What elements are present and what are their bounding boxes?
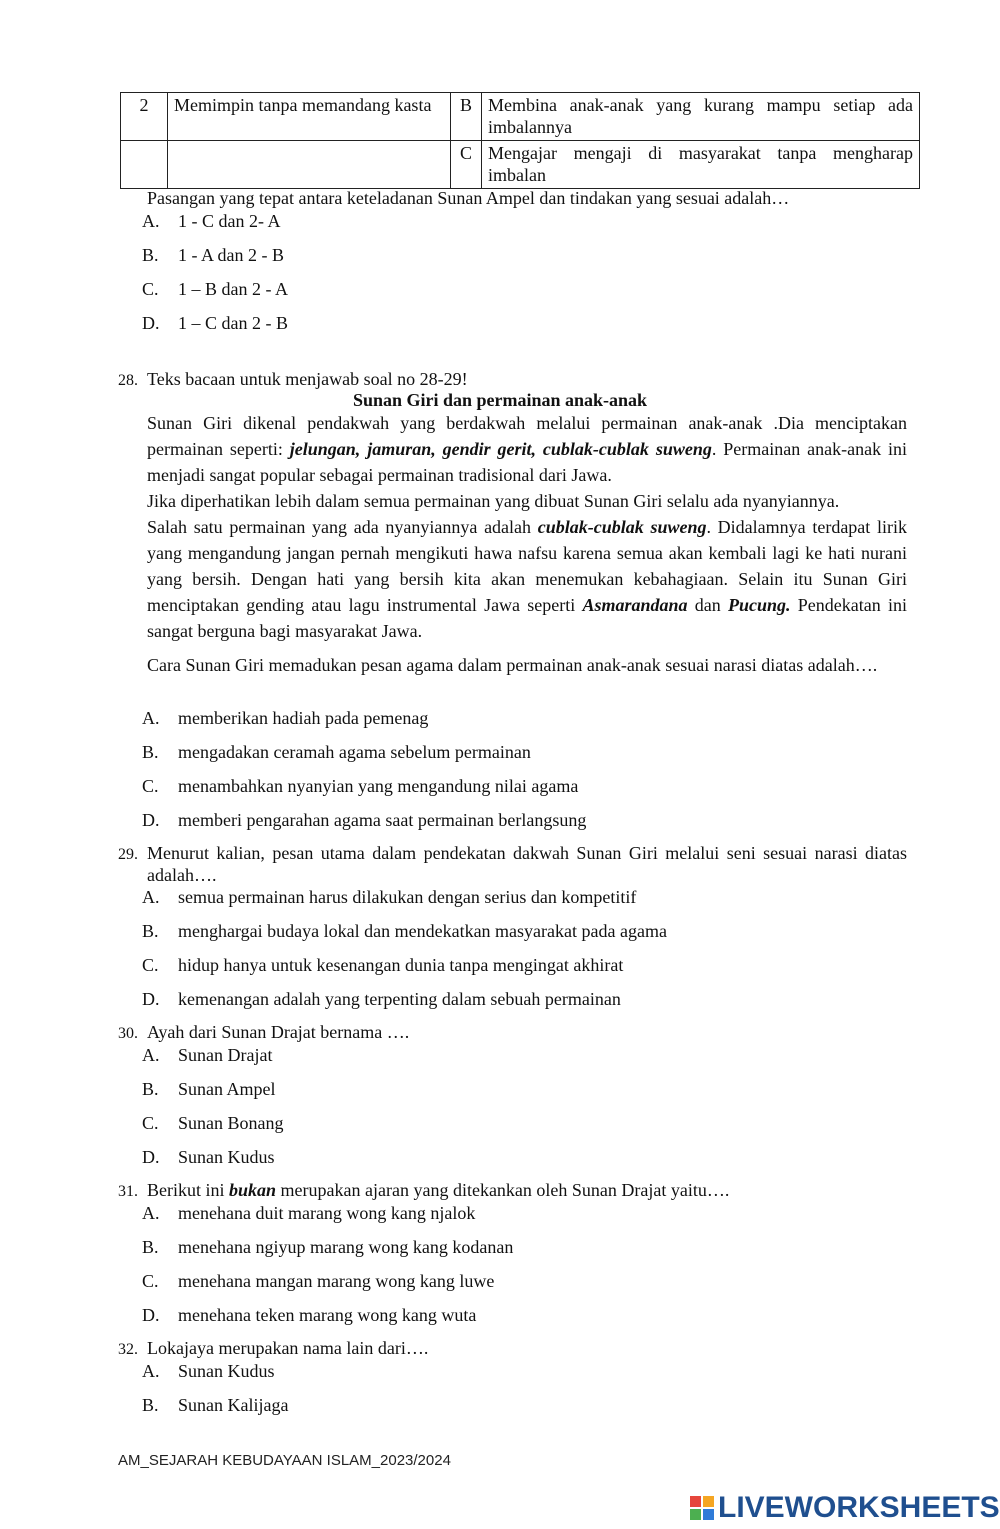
option-d[interactable]	[142, 1146, 275, 1169]
option-c[interactable]	[142, 1270, 494, 1293]
option-letter: A.	[142, 1045, 160, 1065]
option-text: Sunan Bonang	[178, 1113, 284, 1133]
reading-paragraph-1	[147, 410, 907, 488]
option-text: 1 – B dan 2 - A	[178, 279, 288, 299]
option-text: Sunan Kudus	[178, 1361, 275, 1381]
question-stem-emphasis: bukan	[229, 1180, 277, 1200]
option-letter: C.	[142, 955, 159, 975]
text-span: . Permainan anak-anak ini menjadi sangat popular sebagai permainan tradisional dari Jawa.	[147, 439, 907, 485]
option-text: Sunan Drajat	[178, 1045, 273, 1065]
option-letter: D.	[142, 1147, 160, 1167]
option-b[interactable]	[142, 244, 284, 267]
option-letter: B.	[142, 742, 159, 762]
question-number: 31.	[118, 1183, 138, 1200]
option-text: memberikan hadiah pada pemenag	[178, 708, 429, 728]
question-27-stem: Pasangan yang tepat antara keteladanan Sunan Ampel dan tindakan yang sesuai adalah…	[147, 188, 790, 208]
text-span: . Didalamnya terdapat lirik yang mengandung jangan pernah mengikuti hawa nafsu karena semua akan kembali lagi ke hati nurani yang bersih. Dengan hati yang bersih kita akan menemukan kebahagiaan. Selain itu Sunan Giri menciptakan gending atau lagu instrumental Jawa seperti	[147, 517, 907, 615]
question-intro-text: Teks bacaan untuk menjawab soal no 28-29!	[147, 369, 468, 389]
option-text: Sunan Ampel	[178, 1079, 276, 1099]
option-c[interactable]	[142, 1112, 284, 1135]
question-number: 32.	[118, 1341, 138, 1358]
option-letter: C.	[142, 1113, 159, 1133]
table-cell-action: Membina anak-anak yang kurang mampu setiap ada imbalannya	[482, 93, 920, 141]
question-29	[118, 842, 907, 885]
option-b[interactable]	[142, 741, 531, 764]
question-number: 29.	[118, 846, 138, 863]
table-row	[121, 141, 920, 189]
table-cell-action: Mengajar mengaji di masyarakat tanpa mengharap imbalan	[482, 141, 920, 189]
logo-text: LIVEWORKSHEETS	[718, 1491, 1000, 1524]
song-name: Asmarandana	[582, 595, 688, 615]
option-a[interactable]	[142, 886, 636, 909]
option-letter: B.	[142, 1237, 159, 1257]
option-letter: C.	[142, 776, 159, 796]
text-span: Pendekatan ini sangat berguna bagi masyarakat Jawa.	[147, 595, 907, 641]
option-c[interactable]	[142, 775, 578, 798]
option-b[interactable]	[142, 1394, 288, 1417]
question-stem-part: merupakan ajaran yang ditekankan oleh Sunan Drajat yaitu….	[276, 1180, 730, 1200]
option-letter: A.	[142, 211, 160, 231]
option-c[interactable]	[142, 954, 623, 977]
reading-paragraph-2: Jika diperhatikan lebih dalam semua permainan yang dibuat Sunan Giri selalu ada nyanyiannya.	[147, 491, 840, 511]
option-letter: D.	[142, 313, 160, 333]
option-letter: A.	[142, 887, 160, 907]
question-stem: Lokajaya merupakan nama lain dari….	[147, 1338, 429, 1358]
option-letter: B.	[142, 1395, 159, 1415]
option-text: 1 - C dan 2- A	[178, 211, 281, 231]
reading-paragraph-3	[147, 514, 907, 644]
page-footer: AM_SEJARAH KEBUDAYAAN ISLAM_2023/2024	[118, 1452, 451, 1469]
question-32	[118, 1337, 428, 1361]
question-stem: Menurut kalian, pesan utama dalam pendekatan dakwah Sunan Giri melalui seni sesuai narasi diatas adalah….	[147, 843, 907, 885]
option-d[interactable]	[142, 312, 288, 335]
table-cell-label: B	[451, 93, 482, 141]
text-span: Sunan Giri dikenal pendakwah yang berdakwah melalui permainan anak-anak .Dia menciptakan permainan seperti:	[147, 413, 907, 459]
game-names: jelungan, jamuran, gendir gerit, cublak-cublak suweng	[289, 439, 712, 459]
question-number: 28.	[118, 372, 138, 389]
option-d[interactable]	[142, 1304, 476, 1327]
option-text: menghargai budaya lokal dan mendekatkan masyarakat pada agama	[178, 921, 667, 941]
option-a[interactable]	[142, 1360, 275, 1383]
option-text: mengadakan ceramah agama sebelum permainan	[178, 742, 531, 762]
option-b[interactable]	[142, 920, 667, 943]
question-stem: Ayah dari Sunan Drajat bernama ….	[147, 1022, 410, 1042]
table-cell-number	[121, 141, 168, 189]
option-letter: D.	[142, 989, 160, 1009]
option-a[interactable]	[142, 210, 281, 233]
text-span: dan	[687, 595, 729, 615]
option-a[interactable]	[142, 707, 428, 730]
question-number: 30.	[118, 1025, 138, 1042]
option-letter: B.	[142, 921, 159, 941]
option-text: menehana mangan marang wong kang luwe	[178, 1271, 495, 1291]
question-30	[118, 1021, 409, 1045]
option-a[interactable]	[142, 1044, 272, 1067]
option-text: Sunan Kudus	[178, 1147, 275, 1167]
table-cell-number: 2	[121, 93, 168, 141]
option-letter: B.	[142, 245, 159, 265]
option-text: semua permainan harus dilakukan dengan serius dan kompetitif	[178, 887, 637, 907]
table-cell-example: Memimpin tanpa memandang kasta	[168, 93, 451, 141]
option-text: menehana teken marang wong kang wuta	[178, 1305, 477, 1325]
table-cell-example	[168, 141, 451, 189]
song-name: Pucung.	[728, 595, 791, 615]
game-name: cublak-cublak suweng	[537, 517, 707, 537]
option-d[interactable]	[142, 809, 586, 832]
option-b[interactable]	[142, 1078, 276, 1101]
option-text: menambahkan nyanyian yang mengandung nilai agama	[178, 776, 579, 796]
table-row	[121, 93, 920, 141]
question-28-stem: Cara Sunan Giri memadukan pesan agama dalam permainan anak-anak sesuai narasi diatas adalah….	[147, 655, 878, 675]
table-cell-label: C	[451, 141, 482, 189]
option-d[interactable]	[142, 988, 621, 1011]
option-b[interactable]	[142, 1236, 513, 1259]
option-c[interactable]	[142, 278, 288, 301]
question-stem-part: Berikut ini	[147, 1180, 229, 1200]
logo-square	[690, 1509, 701, 1520]
option-text: menehana duit marang wong kang njalok	[178, 1203, 476, 1223]
matching-table	[120, 92, 920, 189]
option-text: menehana ngiyup marang wong kang kodanan	[178, 1237, 514, 1257]
option-text: hidup hanya untuk kesenangan dunia tanpa mengingat akhirat	[178, 955, 624, 975]
option-text: 1 – C dan 2 - B	[178, 313, 288, 333]
logo-square	[690, 1496, 701, 1507]
liveworksheets-logo	[690, 1488, 1000, 1527]
option-letter: D.	[142, 810, 160, 830]
liveworksheets-logo-icon	[690, 1496, 714, 1520]
option-text: memberi pengarahan agama saat permainan berlangsung	[178, 810, 587, 830]
option-letter: C.	[142, 1271, 159, 1291]
question-31	[118, 1179, 729, 1203]
logo-square	[703, 1496, 714, 1507]
option-text: kemenangan adalah yang terpenting dalam sebuah permainan	[178, 989, 621, 1009]
option-letter: A.	[142, 1361, 160, 1381]
option-letter: C.	[142, 279, 159, 299]
option-letter: A.	[142, 1203, 160, 1223]
logo-square	[703, 1509, 714, 1520]
text-span: Salah satu permainan yang ada nyanyiannya adalah	[147, 517, 538, 537]
reading-title: Sunan Giri dan permainan anak-anak	[352, 390, 648, 410]
option-text: Sunan Kalijaga	[178, 1395, 289, 1415]
option-letter: D.	[142, 1305, 160, 1325]
option-a[interactable]	[142, 1202, 475, 1225]
option-letter: A.	[142, 708, 160, 728]
option-letter: B.	[142, 1079, 159, 1099]
option-text: 1 - A dan 2 - B	[178, 245, 284, 265]
